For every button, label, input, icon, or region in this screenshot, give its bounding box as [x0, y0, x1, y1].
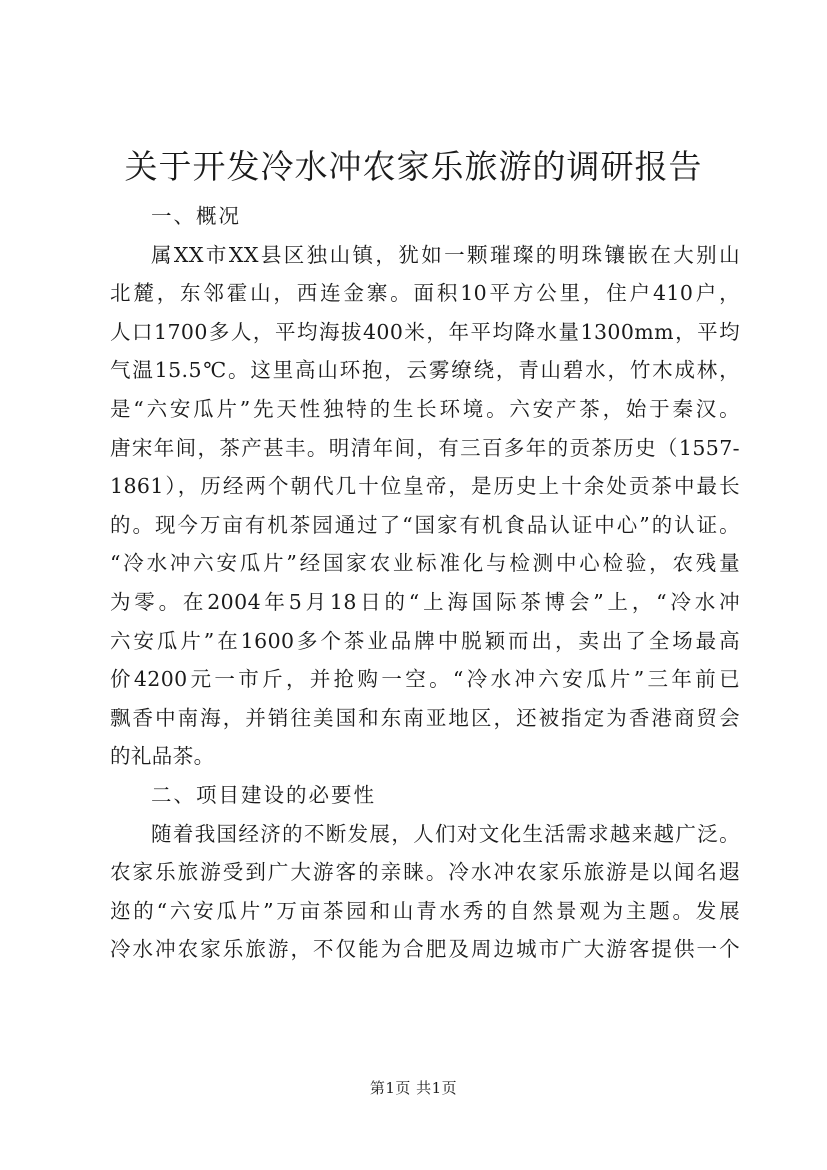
paragraph-line: 农家乐旅游受到广大游客的亲睐。冷水冲农家乐旅游是以闻名遐: [110, 860, 740, 885]
paragraph-line: 冷水冲农家乐旅游，不仅能为合肥及周边城市广大游客提供一个: [110, 937, 740, 962]
document-title: 关于开发冷水冲农家乐旅游的调研报告: [124, 147, 703, 186]
section-heading-necessity: 二、项目建设的必要性: [151, 782, 376, 807]
paragraph-line: 的。现今万亩有机茶园通过了“国家有机食品认证中心”的认证。: [110, 512, 740, 537]
paragraph-line: 气温15.5℃。这里高山环抱，云雾缭绕，青山碧水，竹木成林，: [110, 358, 740, 383]
paragraph-line: 的礼品茶。: [110, 744, 215, 769]
paragraph-line: “冷水冲六安瓜片”经国家农业标准化与检测中心检验，农残量: [110, 551, 740, 576]
paragraph-line: 随着我国经济的不断发展，人们对文化生活需求越来越广泛。: [151, 821, 740, 846]
section-heading-overview: 一、概况: [151, 204, 241, 228]
paragraph-line: 是“六安瓜片”先天性独特的生长环境。六安产茶，始于秦汉。: [110, 396, 740, 421]
paragraph-line: 唐宋年间，茶产甚丰。明清年间，有三百多年的贡茶历史（1557-: [110, 435, 740, 460]
paragraph-line: 六安瓜片”在1600多个茶业品牌中脱颖而出，卖出了全场最高: [110, 628, 740, 653]
paragraph-line: 价4200元一市斤，并抢购一空。“冷水冲六安瓜片”三年前已: [110, 667, 740, 692]
paragraph-line: 北麓，东邻霍山，西连金寨。面积10平方公里，住户410户，: [110, 281, 740, 306]
paragraph-line: 为零。在2004年5月18日的“上海国际茶博会”上，“冷水冲: [110, 589, 740, 614]
document-body: [110, 197, 740, 969]
paragraph-line: 飘香中南海，并销往美国和东南亚地区，还被指定为香港商贸会: [110, 705, 740, 730]
page-footer: 第1页 共1页: [369, 1079, 458, 1097]
paragraph-line: 属XX市XX县区独山镇，犹如一颗璀璨的明珠镶嵌在大别山: [151, 242, 740, 267]
paragraph-line: 人口1700多人，平均海拔400米，年平均降水量1300mm，平均: [110, 319, 740, 344]
paragraph-line: 1861），历经两个朝代几十位皇帝，是历史上十余处贡茶中最长: [110, 474, 740, 499]
paragraph-line: 迩的“六安瓜片”万亩茶园和山青水秀的自然景观为主题。发展: [110, 898, 740, 923]
